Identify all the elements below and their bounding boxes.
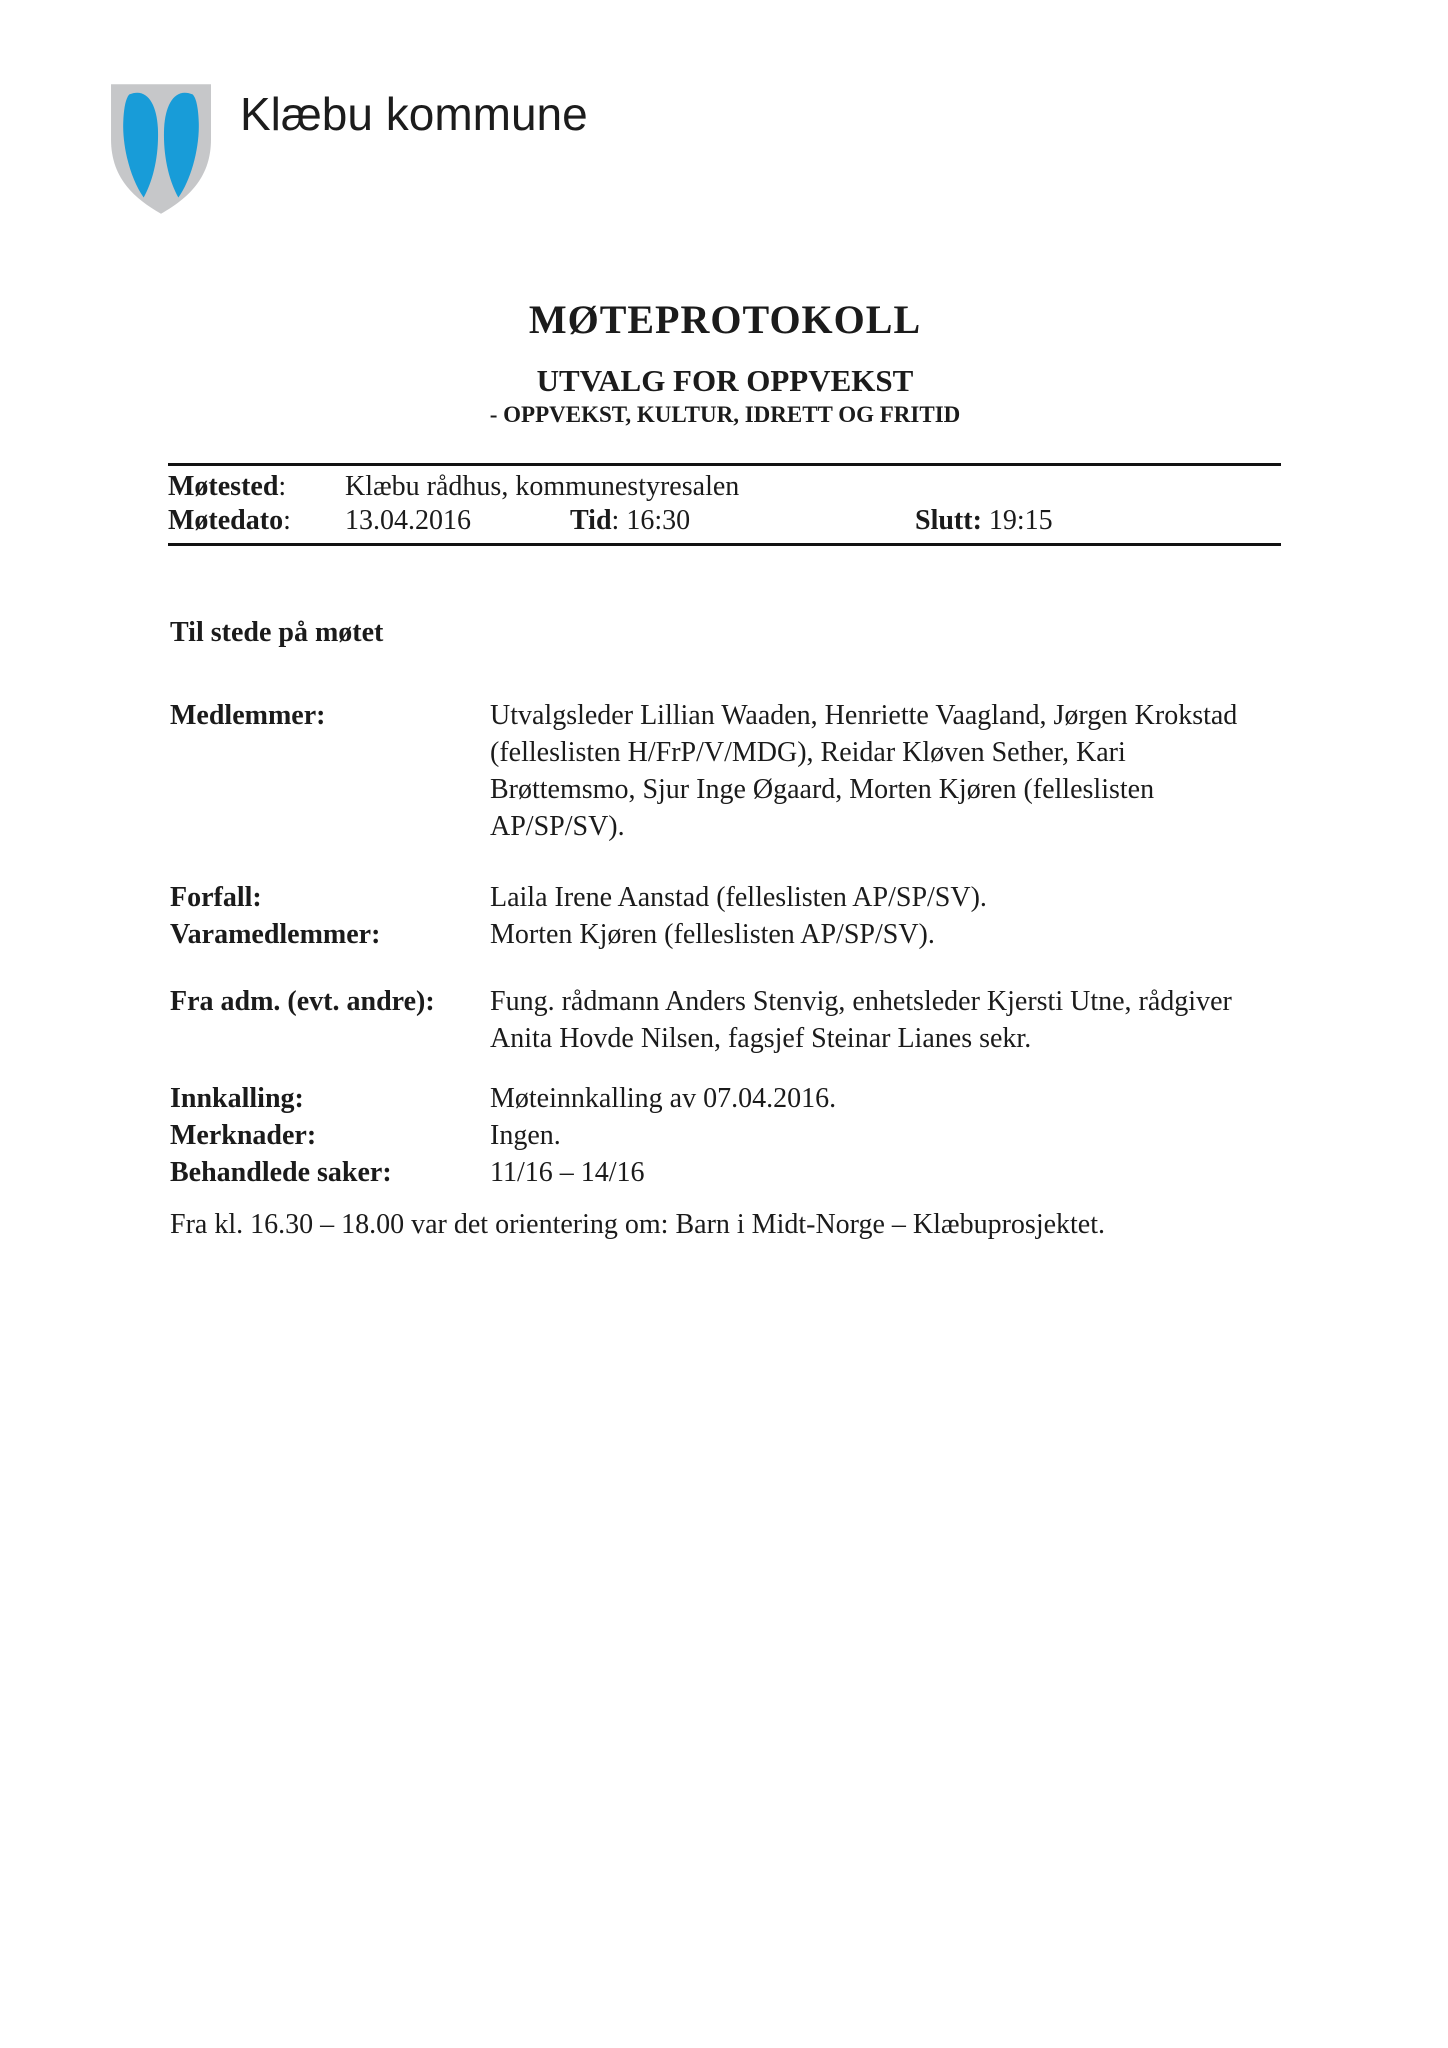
members-row xyxy=(170,697,1282,842)
time-value: 16:30 xyxy=(626,505,691,536)
date-label: Møtedato xyxy=(168,505,284,536)
meeting-info-table xyxy=(168,463,1281,546)
time-group xyxy=(570,505,690,537)
location-label: Møtested xyxy=(168,471,279,502)
remarks-label: Merknader: xyxy=(170,1120,317,1151)
kommune-coat-of-arms-icon xyxy=(110,83,212,215)
administration-label: Fra adm. (evt. andre): xyxy=(170,986,435,1017)
time-label: Tid xyxy=(570,505,612,536)
cases-row xyxy=(170,1154,1282,1191)
location-colon: : xyxy=(278,471,287,502)
notice-value: Møteinnkalling av 07.04.2016. xyxy=(490,1083,837,1114)
end-time-value: 19:15 xyxy=(988,505,1053,536)
meeting-location-row xyxy=(168,471,1281,505)
document-title: MØTEPROTOKOLL xyxy=(528,297,922,342)
attendance-heading: Til stede på møtet xyxy=(170,617,384,648)
cases-label: Behandlede saker: xyxy=(170,1157,392,1188)
absent-value: Laila Irene Aanstad (felleslisten AP/SP/SV). xyxy=(490,882,987,913)
kommune-logo-text: Klæbu kommune xyxy=(240,88,588,140)
deputies-value: Morten Kjøren (felleslisten AP/SP/SV). xyxy=(490,919,935,950)
cases-value: 11/16 – 14/16 xyxy=(490,1157,645,1188)
date-value: 13.04.2016 xyxy=(345,505,471,536)
meeting-date-row xyxy=(168,505,1281,539)
remarks-value: Ingen. xyxy=(490,1120,561,1151)
location-value: Klæbu rådhus, kommunestyresalen xyxy=(345,471,740,502)
end-time-label: Slutt: xyxy=(915,505,982,536)
notice-label: Innkalling: xyxy=(170,1083,304,1114)
members-value: Utvalgsleder Lillian Waaden, Henriette Vaagland, Jørgen Krokstad (felleslisten H/FrP/V/MDG), Reidar Kløven Sether, Kari Brøttemsmo, Sjur Inge Øgaard, Morten Kjøren (felleslisten AP/SP/SV). xyxy=(490,700,1238,842)
committee-title: UTVALG FOR OPPVEKST xyxy=(536,363,914,398)
orientation-note: Fra kl. 16.30 – 18.00 var det orientering om: Barn i Midt-Norge – Klæbuprosjektet. xyxy=(170,1209,1106,1240)
deputies-row xyxy=(170,916,1282,953)
deputies-label: Varamedlemmer: xyxy=(170,919,381,950)
administration-value: Fung. rådmann Anders Stenvig, enhetsleder Kjersti Utne, rådgiver Anita Hovde Nilsen, fagsjef Steinar Lianes sekr. xyxy=(490,986,1232,1054)
notice-row xyxy=(170,1080,1282,1117)
committee-subtitle: - OPPVEKST, KULTUR, IDRETT OG FRITID xyxy=(489,402,961,427)
absent-label: Forfall: xyxy=(170,882,262,913)
absent-row xyxy=(170,879,1282,916)
members-label: Medlemmer: xyxy=(170,700,326,731)
end-time-group xyxy=(915,505,1053,537)
administration-row xyxy=(170,983,1282,1054)
time-colon: : xyxy=(611,505,620,536)
remarks-row xyxy=(170,1117,1282,1154)
date-colon: : xyxy=(283,505,291,536)
